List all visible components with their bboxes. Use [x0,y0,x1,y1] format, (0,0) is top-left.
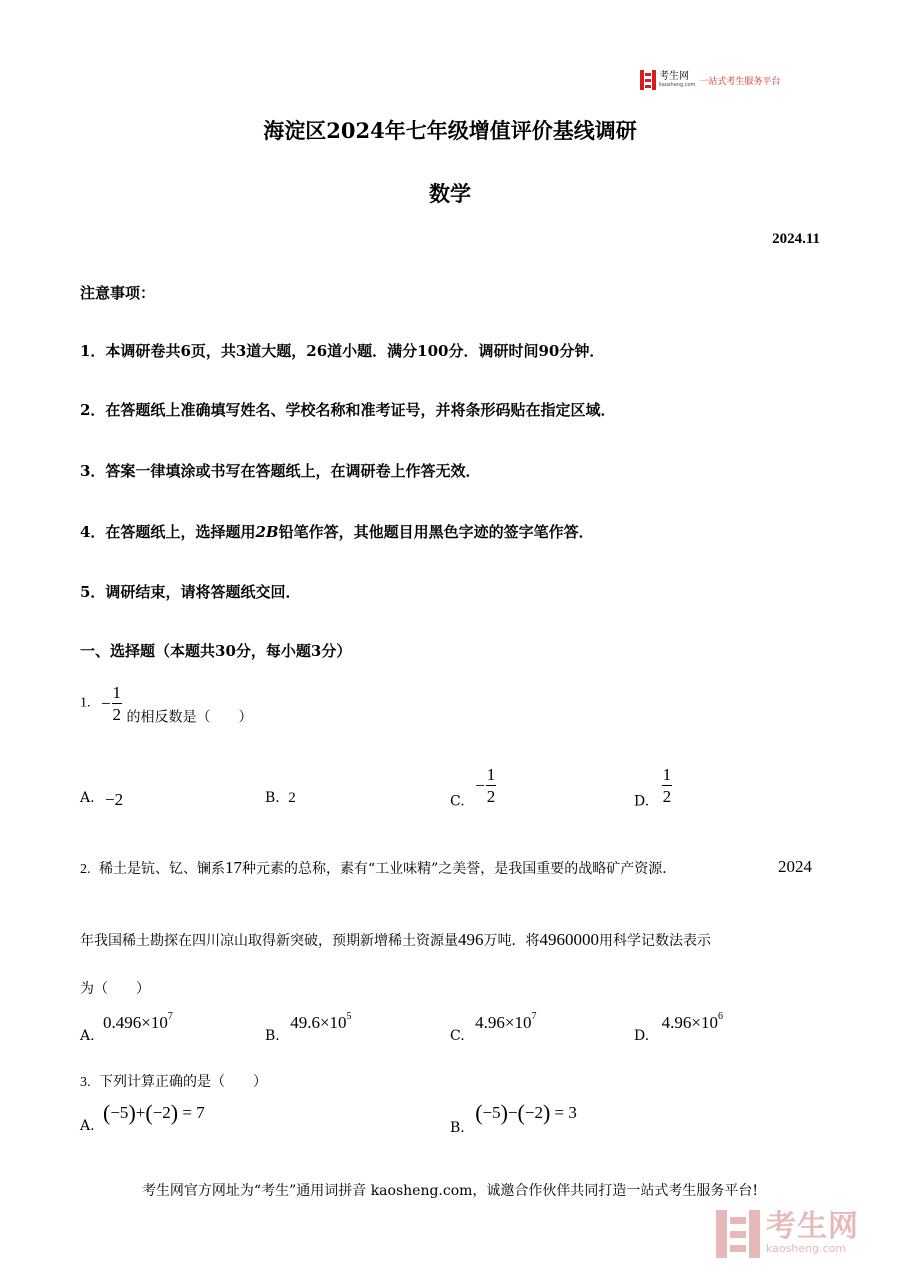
question-2-text-cont: 种元素的总称，素有“工业味精”之美誉，是我国重要的战略矿产资源． [241,861,677,877]
fraction-numerator: 1 [662,765,672,784]
option-base: 0.496×10 [103,1013,168,1032]
option-expression: (−5)−(−2) = 3 [475,1100,577,1125]
q1-option-a[interactable] [80,790,123,810]
fraction-neg-sign: − [475,775,485,795]
option-base: 4.96×10 [661,1013,718,1032]
option-label: A. [80,790,95,806]
option-label: B. [450,1120,465,1136]
option-exponent: 5 [346,1011,352,1023]
question-1-text: 的相反数是（ ） [126,709,253,726]
question-1-number: 1. [80,695,91,711]
notice-item-4-suffix: 铅笔作答，其他题目用黑色字迹的签字笔作答． [278,523,594,541]
footer-text: 考生网官方网址为“考生”通用词拼音 kaosheng.com，诚邀合作伙伴共同打造一站式考生服务平台! [141,1183,759,1199]
notice-item-4-pencil: 2B [255,523,279,541]
notice-item-4 [80,521,594,542]
result: = 7 [182,1103,205,1122]
option-value [290,1013,351,1032]
option-expression: (−5)+(−2) = 7 [103,1100,205,1125]
option-base: 49.6×10 [290,1013,347,1032]
watermark-domain: kaosheng.com [766,1242,847,1256]
option-label: B. [265,1028,280,1044]
result: = 3 [554,1103,577,1122]
question-2-line-3: 为（ ） [80,981,150,997]
option-label: B. [265,790,280,806]
watermark [716,1210,859,1258]
q2-option-b[interactable] [265,1013,352,1044]
q2-option-c[interactable] [450,1013,536,1044]
logo-brand [659,72,695,88]
page-title: 海淀区2024年七年级增值评价基线调研 [263,118,637,143]
q2-option-a[interactable] [80,1013,173,1044]
logo-brand-name: 考生网 [659,71,689,83]
question-2-number-to-convert: 4960000 [539,930,599,949]
notice-item-3: 3．答案一律填涂或书写在答题纸上，在调研卷上作答无效． [80,462,481,480]
option-value [103,1013,173,1032]
question-1 [80,684,253,727]
question-3-text: 下列计算正确的是（ ） [98,1074,267,1090]
option-label: A. [80,1118,95,1134]
notice-item-2: 2．在答题纸上准确填写姓名、学校名称和准考证号，并将条形码贴在指定区域． [80,401,616,419]
option-value [662,1013,723,1032]
notice-item-5: 5．调研结束，请将答题纸交回． [80,583,301,601]
header-logo[interactable] [640,70,780,90]
notice-heading: 注意事项： [80,284,156,302]
q1-option-d[interactable] [634,766,672,810]
operator: + [135,1103,146,1122]
kaosheng-logo-icon [640,70,656,90]
question-1-fraction [101,684,122,723]
q1-option-c[interactable] [450,766,496,810]
option-value [475,1013,536,1032]
option-exponent: 6 [717,1011,723,1023]
option-label: C. [450,793,465,810]
subject-title: 数学 [429,181,471,206]
question-2-text-2: 年我国稀土勘探在四川凉山取得新突破，预期新增稀土资源量 [80,933,458,949]
q3-option-b[interactable] [450,1100,577,1136]
option-label: D. [634,793,650,810]
fraction [112,684,123,723]
kaosheng-watermark-icon [716,1210,760,1258]
fraction-numerator: 1 [486,765,496,784]
fraction [662,766,673,805]
fraction [486,766,497,805]
section-1-title: 一、选择题（本题共30分，每小题3分） [80,642,352,660]
question-2-line-2 [80,930,711,950]
fraction-neg-sign: − [100,693,111,713]
question-3 [80,1071,267,1091]
watermark-text [766,1209,859,1256]
fraction-denominator: 2 [486,787,496,806]
q1-option-b[interactable] [265,790,296,807]
operator: − [507,1103,518,1122]
operand-1: −5 [482,1103,501,1122]
operand-1: −5 [110,1103,129,1122]
logo-slogan: 一站式考生服务平台 [699,76,781,87]
option-exponent: 7 [167,1011,173,1023]
option-base: 4.96×10 [475,1013,532,1032]
question-2-line-1 [80,858,676,878]
question-3-number: 3. [80,1075,91,1090]
watermark-brand: 考生网 [766,1209,859,1245]
option-label: D. [634,1028,650,1044]
operand-2: −2 [524,1103,543,1122]
notice-item-1: 1．本调研卷共6页，共3道大题，26道小题．满分100分．调研时间90分钟． [80,342,605,360]
option-value: −2 [105,790,124,809]
option-value: 2 [288,790,296,806]
logo-brand-domain: kaosheng.com [659,81,696,88]
question-2-element-count: 17 [224,858,242,877]
option-label: C. [450,1028,465,1044]
fraction-denominator: 2 [662,787,672,806]
question-2-text-3: 万吨．将 [483,933,540,949]
question-2-text: 稀土是钪、钇、镧系 [98,861,225,877]
question-2-resource-amount: 496 [458,930,484,949]
option-exponent: 7 [531,1011,537,1023]
option-label: A. [80,1028,95,1044]
fraction-numerator: 1 [112,683,122,702]
operand-2: −2 [152,1103,171,1122]
notice-item-4-prefix: 4．在答题纸上，选择题用 [80,523,256,541]
q3-option-a[interactable] [80,1100,205,1134]
q2-option-d[interactable] [634,1013,723,1044]
question-2-text-4: 用科学记数法表示 [599,933,711,949]
question-2-year: 2024 [778,857,812,876]
exam-date: 2024.11 [772,231,820,247]
fraction-denominator: 2 [112,705,122,724]
question-2-number: 2. [80,862,91,877]
